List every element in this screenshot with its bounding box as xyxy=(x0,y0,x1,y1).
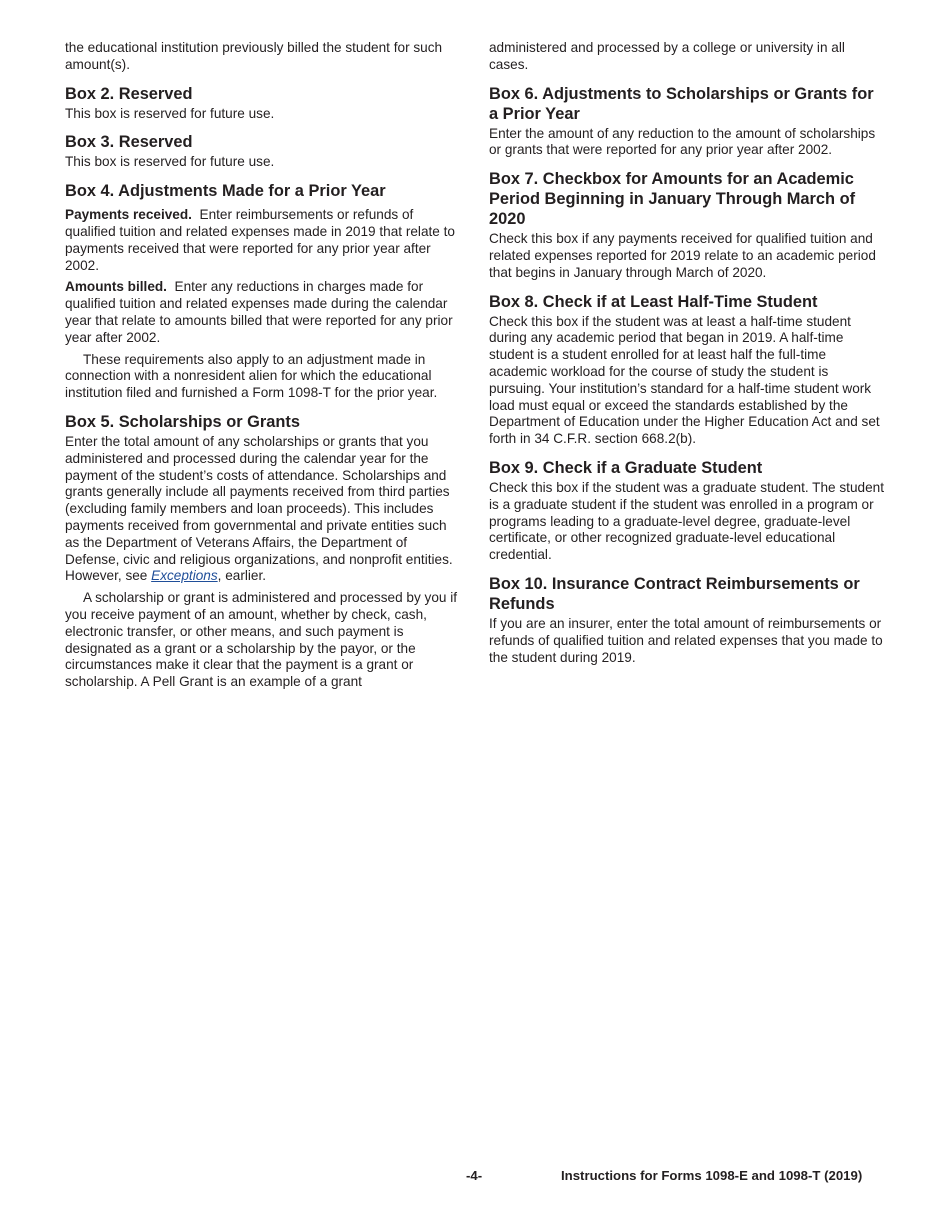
exceptions-link[interactable]: Exceptions xyxy=(151,568,218,584)
box4-heading: Box 4. Adjustments Made for a Prior Year xyxy=(65,182,386,201)
continued-paragraph: the educational institution previously billed the student for such amount(s). xyxy=(65,40,443,72)
box5-text: Enter the total amount of any scholarships or grants that you administered and processed during the calendar year for the payment of the student’s costs of attendance. Scholarships and grants generally include all payments received from third parties (excluding family members and loan proceeds). This includes payments received from governmental and private entities such as the Department of Veterans Affairs, the Department of Defense, civic and religious organizations, and nonprofit entities. However, see xyxy=(65,433,453,584)
box7-heading: Box 7. Checkbox for Amounts for an Academic Period Beginning in January Through March of 2020 xyxy=(489,170,856,229)
payments-received-text: Enter reimbursements or refunds of qualified tuition and related expenses made in 2019 that relate to payments received that were reported for any prior year after 2002. xyxy=(65,207,455,273)
box3-text: This box is reserved for future use. xyxy=(65,154,275,170)
box3-heading: Box 3. Reserved xyxy=(65,133,193,152)
box5-paragraph-2: A scholarship or grant is administered and processed by you if you receive payment of an amount, whether by check, cash, electronic transfer, or other means, and such payment is designated as a grant or a scholarship by the payor, or the circumstances make it clear that the payment is a grant or scholarship. A Pell Grant is an example of a grant xyxy=(65,590,458,690)
left-column xyxy=(65,40,463,691)
box6-heading: Box 6. Adjustments to Scholarships or Grants for a Prior Year xyxy=(489,84,874,123)
box4-requirements-paragraph: These requirements also apply to an adjustment made in connection with a nonresident alien for which the educational institution filed and furnished a Form 1098-T for the prior year. xyxy=(65,351,438,401)
box5-paragraph xyxy=(65,434,463,585)
page-number: -4- xyxy=(466,1168,483,1183)
box9-text: Check this box if the student was a graduate student. The student is a graduate student if the student was enrolled in a program or programs leading to a graduate-level degree, graduate-level certificate, or other recognized graduate-level educational credential. xyxy=(489,479,884,563)
payments-received-label: Payments received. xyxy=(65,207,192,223)
footer-document-title: Instructions for Forms 1098-E and 1098-T (2019) xyxy=(561,1168,863,1183)
box7-text: Check this box if any payments received for qualified tuition and related expenses reported for 2019 relate to an academic period that begins in January through March of 2020. xyxy=(489,231,876,280)
box2-heading: Box 2. Reserved xyxy=(65,84,193,103)
box5-text-end: , earlier. xyxy=(217,568,266,584)
box2-text: This box is reserved for future use. xyxy=(65,105,275,121)
box5-heading: Box 5. Scholarships or Grants xyxy=(65,412,300,431)
box6-text: Enter the amount of any reduction to the amount of scholarships or grants that were reported for any prior year after 2002. xyxy=(489,125,876,158)
amounts-billed-text: Enter any reductions in charges made for qualified tuition and related expenses made during the calendar year that relate to amounts billed that were reported for any prior year after 2002. xyxy=(65,279,453,345)
box8-heading: Box 8. Check if at Least Half-Time Student xyxy=(489,292,818,311)
box8-text: Check this box if the student was at least a half-time student during any academic period that began in 2019. A half-time student is a student enrolled for at least half the full-time academic workload for the course of study the student is pursuing. Your institution’s standard for a half-time student work load must equal or exceed the standards established by the Department of Education under the Higher Education Act and set forth in 34 C.F.R. section 668.2(b). xyxy=(489,313,880,447)
box4-payments-paragraph xyxy=(65,207,463,274)
continued-paragraph-right: administered and processed by a college or university in all cases. xyxy=(489,40,845,72)
box4-amounts-paragraph xyxy=(65,279,463,346)
box10-text: If you are an insurer, enter the total amount of reimbursements or refunds of qualified tuition and related expenses that you made to the student during 2019. xyxy=(489,615,883,665)
box10-heading: Box 10. Insurance Contract Reimbursements or Refunds xyxy=(489,574,860,613)
right-column xyxy=(489,40,887,666)
amounts-billed-label: Amounts billed. xyxy=(65,279,167,295)
box9-heading: Box 9. Check if a Graduate Student xyxy=(489,458,763,477)
